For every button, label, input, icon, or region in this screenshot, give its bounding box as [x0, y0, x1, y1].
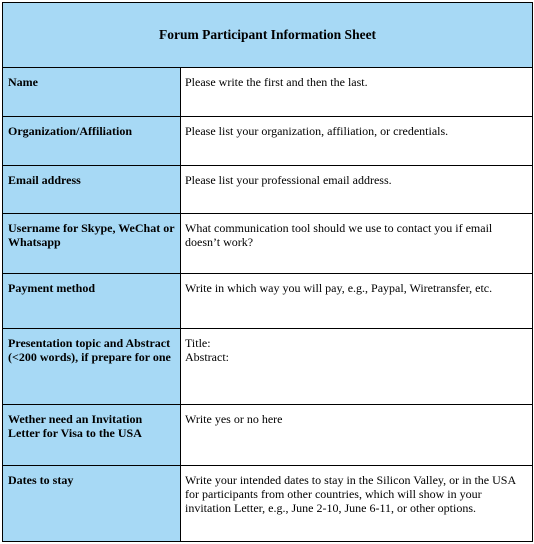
table-row	[3, 329, 533, 405]
table-row	[3, 117, 533, 166]
row-label-organization: Organization/Affiliation	[3, 117, 181, 166]
row-label-username: Username for Skype, WeChat or Whatsapp	[3, 214, 181, 274]
value-line: What communication tool should we use to contact you if email doesn’t work?	[185, 221, 493, 249]
row-value-username	[181, 214, 533, 274]
row-label-email: Email address	[3, 166, 181, 214]
row-label-payment: Payment method	[3, 274, 181, 329]
row-value-dates	[181, 466, 533, 542]
table-row	[3, 166, 533, 214]
row-value-invitation	[181, 405, 533, 466]
row-label-name: Name	[3, 68, 181, 117]
row-value-organization	[181, 117, 533, 166]
value-line: Please write the first and then the last.	[185, 75, 368, 89]
row-label-invitation: Wether need an Invitation Letter for Visa to the USA	[3, 405, 181, 466]
table-row	[3, 405, 533, 466]
row-value-name	[181, 68, 533, 117]
value-line: Write your intended dates to stay in the Silicon Valley, or in the USA for participants from other countries, which will show in your invitation Letter, e.g., June 2-10, June 6-11, or other options.	[185, 473, 516, 515]
table-row	[3, 68, 533, 117]
participant-info-table	[2, 2, 533, 542]
value-line: Please list your professional email address.	[185, 173, 392, 187]
value-line: Abstract:	[185, 350, 229, 364]
row-value-payment	[181, 274, 533, 329]
table-row	[3, 274, 533, 329]
value-line: Write in which way you will pay, e.g., Paypal, Wiretransfer, etc.	[185, 281, 493, 295]
row-label-dates: Dates to stay	[3, 466, 181, 542]
value-line: Title:	[185, 336, 211, 350]
row-value-presentation	[181, 329, 533, 405]
title-row	[3, 3, 533, 68]
table-row	[3, 466, 533, 542]
row-label-presentation: Presentation topic and Abstract (<200 words), if prepare for one	[3, 329, 181, 405]
value-line: Please list your organization, affiliation, or credentials.	[185, 124, 449, 138]
sheet-title: Forum Participant Information Sheet	[3, 3, 533, 68]
value-line: Write yes or no here	[185, 412, 283, 426]
row-value-email	[181, 166, 533, 214]
table-row	[3, 214, 533, 274]
